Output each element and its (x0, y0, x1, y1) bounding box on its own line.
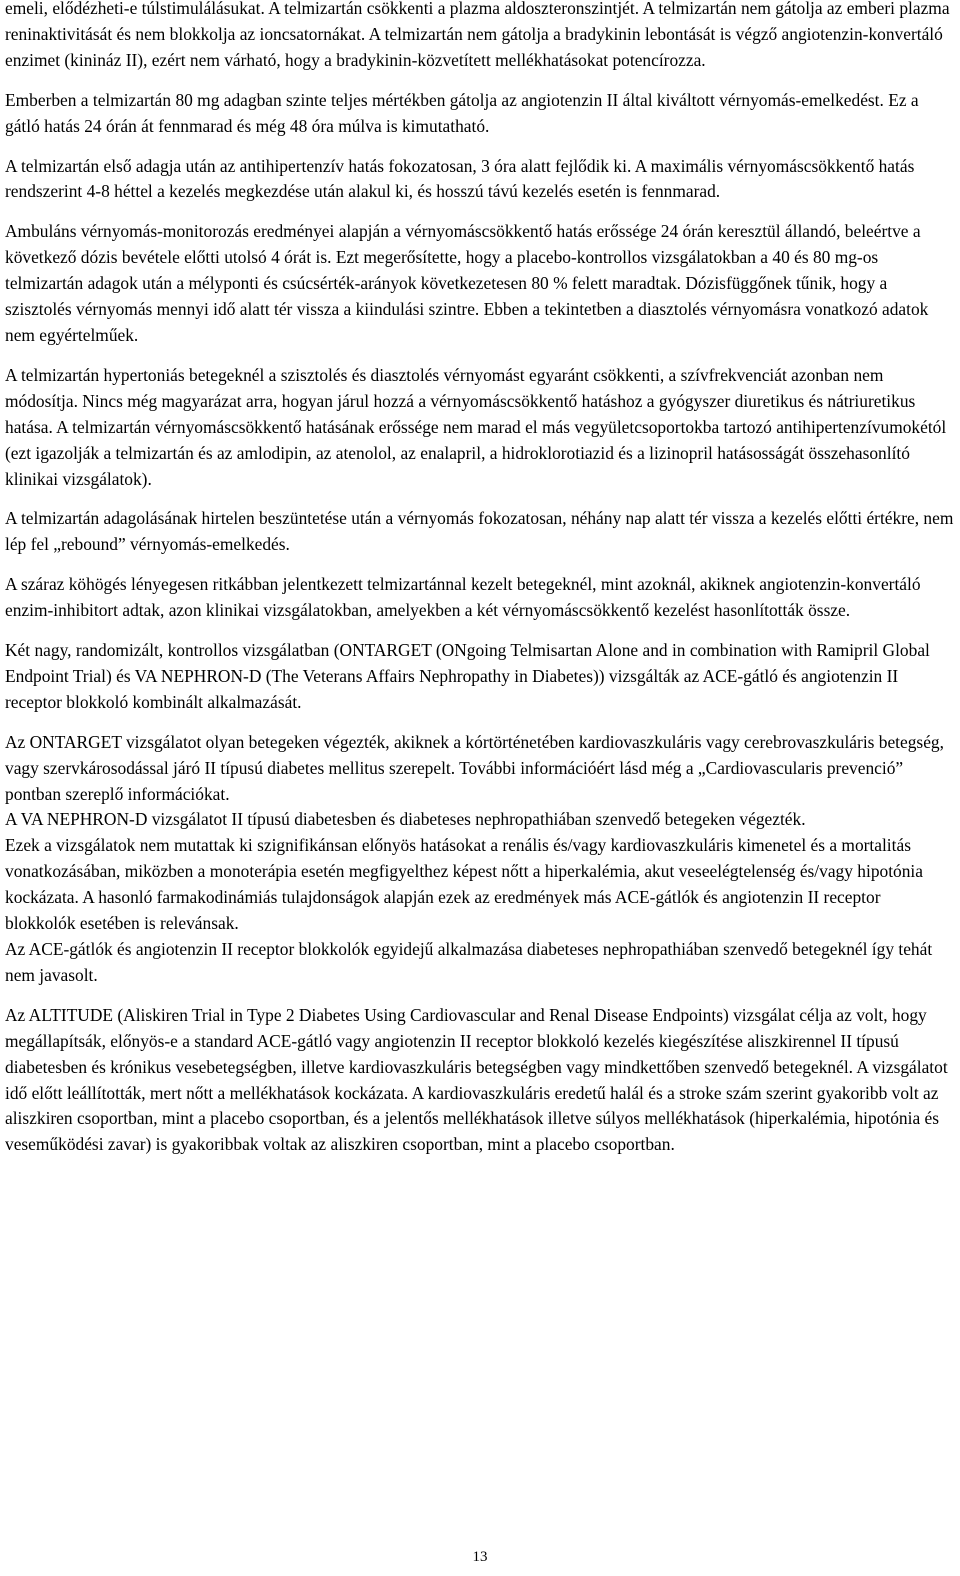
paragraph-dry-cough: A száraz köhögés lényegesen ritkábban jelentkezett telmizartánnal kezelt betegeknél, mint azoknál, akiknek angiotenzin-konvertáló enzim-inhibitort adtak, azon klinikai vizsgálatokban, amelyekben a két vérnyomáscsökkentő kezelést hasonlították össze. (5, 574, 921, 621)
paragraph-gap (5, 492, 955, 506)
paragraph-mechanism: emeli, elődézheti-e túlstimulálásukat. A telmizartán csökkenti a plazma aldoszteronszintjét. A telmizartán nem gátolja az emberi plazma reninaktivitását és nem blokkolja az ioncsatornákat. A telmizartán nem gátolja a bradykinin lebontását is végző angiotenzin-konvertáló enzimet (kinináz II), ezért nem várható, hogy a bradykinin-közvetített mellékhatásokat potencírozza. (5, 0, 950, 70)
paragraph-hypertension-effect: A telmizartán hypertoniás betegeknél a szisztolés és diasztolés vérnyomást egyaránt csökkenti, a szívfrekvenciát azonban nem módosítja. Nincs még magyarázat arra, hogyan járul hozzá a vérnyomáscsökkentő hatáshoz a gyógyszer diuretikus és nátriuretikus hatása. A telmizartán vérnyomáscsökkentő hatásának erőssége nem marad el más vegyületcsoportokba tartozó antihipertenzívumokétól (ezt igazolják a telmizartán és az amlodipin, az atenolol, az enalapril, a hidroklorotiazid és a lizinopril hatásosságát összehasonlító klinikai vizsgálatok). (5, 364, 947, 489)
paragraph-gap (5, 558, 955, 572)
paragraph-recommendation: Az ACE-gátlók és angiotenzin II receptor blokkolók egyidejű alkalmazása diabeteses nephropathiában szenvedő betegeknél így tehát nem javasolt. (5, 939, 933, 985)
paragraph-ontarget-population: Az ONTARGET vizsgálatot olyan betegeken végezték, akiknek a kórtörténetében kardiovaszkuláris vagy cerebrovaszkuláris betegség, vagy szervkárosodással járó II típusú diabetes mellitus szerepelt. További információért lásd még a „Cardiovascularis prevenció” pontban szereplő információkat. (5, 731, 944, 804)
paragraph-onset: A telmizartán első adagja után az antihipertenzív hatás fokozatosan, 3 óra alatt fejlődik ki. A maximális vérnyomáscsökkentő hatás rendszerint 4-8 héttel a kezelés megkezdése után alakul ki, és hosszú távú kezelés esetén is fennmarad. (5, 155, 915, 202)
paragraph-gap (5, 989, 955, 1003)
paragraph-gap (5, 624, 955, 638)
paragraph-gap (5, 716, 955, 730)
paragraph-gap (5, 140, 955, 154)
page-number: 13 (472, 1549, 488, 1565)
paragraph-gap (5, 74, 955, 88)
paragraph-80mg-effect: Emberben a telmizartán 80 mg adagban szinte teljes mértékben gátolja az angiotenzin II által kiváltott vérnyomás-emelkedést. Ez a gátló hatás 24 órán át fennmarad és még 48 óra múlva is kimutatható. (5, 89, 919, 136)
paragraph-nephron-population: A VA NEPHRON-D vizsgálatot II típusú diabetesben és diabeteses nephropathiában szenvedő betegeken végezték. (5, 809, 806, 830)
paragraph-altitude: Az ALTITUDE (Aliskiren Trial in Type 2 Diabetes Using Cardiovascular and Renal Disease Endpoints) vizsgálat célja az volt, hogy megállapítsák, előnyös-e a standard ACE-gátló vagy angiotenzin II receptor blokkoló kezelés kiegészítése aliszkirennel II típusú diabetesben és krónikus vesebetegségben, illetve kardiovaszkuláris betegségben vagy mindkettőben szenvedő betegeknél. A vizsgálatot idő előtt leállították, mert nőtt a mellékhatások kockázata. A kardiovaszkuláris eredetű halál és a stroke szám szerint gyakoribb volt az aliszkiren csoportban, mint a placebo csoportban, és a jelentős mellékhatások illetve súlyos mellékhatások (hiperkalémia, hipotónia és veseműködési zavar) is gyakoribbak voltak az aliszkiren csoportban, mint a placebo csoportban. (5, 1004, 948, 1155)
document-page (5, 0, 955, 1158)
paragraph-ontarget-nephron: Két nagy, randomizált, kontrollos vizsgálatban (ONTARGET (ONgoing Telmisartan Alone and in combination with Ramipril Global Endpoint Trial) és VA NEPHRON-D (The Veterans Affairs Nephropathy in Diabetes)) vizsgálták az ACE-gátló és angiotenzin II receptor blokkoló kombinált alkalmazását. (5, 640, 930, 712)
paragraph-gap (5, 349, 955, 363)
paragraph-discontinuation: A telmizartán adagolásának hirtelen beszüntetése után a vérnyomás fokozatosan, néhány nap alatt tér vissza a kezelés előtti értékre, nem lép fel „rebound” vérnyomás-emelkedés. (5, 508, 954, 555)
paragraph-gap (5, 205, 955, 219)
paragraph-study-results: Ezek a vizsgálatok nem mutattak ki szignifikánsan előnyös hatásokat a renális és/vagy kardiovaszkuláris kimenetel és a mortalitás vonatkozásában, miközben a monoterápia esetén megfigyelthez képest nőtt a hiperkalémia, akut veseelégtelenség és/vagy hipotónia kockázata. A hasonló farmakodinámiás tulajdonságok alapján ezek az eredmények más ACE-gátlók és angiotenzin II receptor blokkolók esetében is relevánsak. (5, 835, 923, 934)
paragraph-ambulatory-monitoring: Ambuláns vérnyomás-monitorozás eredményei alapján a vérnyomáscsökkentő hatás erőssége 24 órán keresztül állandó, beleértve a következő dózis bevétele előtti utolsó 4 órát is. Ezt megerősítette, hogy a placebo-kontrollos vizsgálatokban a 40 és 80 mg-os telmizartán adagok után a mélyponti és csúcsérték-arányok következetesen 80 % felett maradtak. Dózisfüggőnek tűnik, hogy a szisztolés vérnyomás mennyi idő alatt tér vissza a kiindulási szintre. Ebben a tekintetben a diasztolés vérnyomásra vonatkozó adatok nem egyértelműek. (5, 221, 929, 345)
